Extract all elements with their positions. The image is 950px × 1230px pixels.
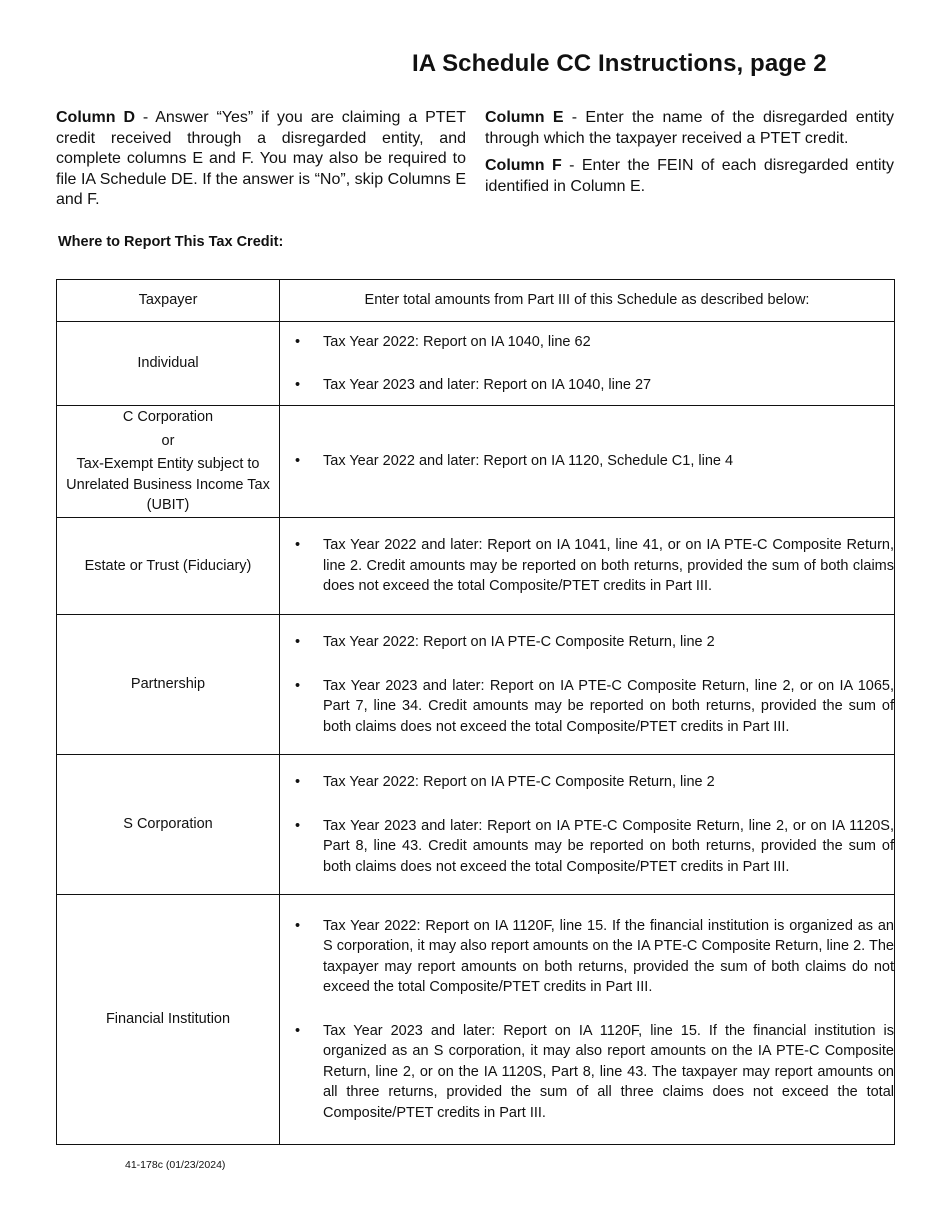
intro-left-column bbox=[56, 108, 466, 218]
header-taxpayer: Taxpayer bbox=[57, 280, 280, 322]
instructions-cell bbox=[280, 322, 895, 406]
instructions-cell bbox=[280, 406, 895, 518]
instruction-item: • Tax Year 2022: Report on IA PTE-C Composite Return, line 2 bbox=[280, 632, 894, 653]
taxpayer-label: Tax-Exempt Entity subject to Unrelated Business Income Tax (UBIT) bbox=[66, 456, 270, 514]
instructions-cell bbox=[280, 895, 895, 1145]
instructions-cell bbox=[280, 518, 895, 615]
taxpayer-cell bbox=[57, 895, 280, 1145]
taxpayer-label: C Corporation bbox=[122, 409, 214, 426]
taxpayer-cell bbox=[57, 406, 280, 518]
table-row-individual bbox=[57, 322, 895, 406]
taxpayer-label: S Corporation bbox=[123, 816, 213, 833]
column-f-text: - Enter the FEIN of each disregarded entity identified in Column E. bbox=[485, 157, 895, 195]
column-f-paragraph bbox=[485, 156, 894, 197]
table-row-partnership bbox=[57, 615, 895, 755]
instruction-item: • Tax Year 2023 and later: Report on IA 1120F, line 15. If the financial institution is organized as an S corporation, it may also report amounts on the IA PTE-C Composite Return, line 2, or on the IA 1120S, Part 8, line 43. The taxpayer may report amounts on all three returns, provided the sum of all three claims does not exceed the total Composite/PTET credits in Part III. bbox=[280, 1021, 894, 1124]
column-e-text: - Enter the name of the disregarded entity through which the taxpayer received a PTET credit. bbox=[485, 109, 894, 147]
instruction-item: • Tax Year 2022 and later: Report on IA 1041, line 41, or on IA PTE-C Composite Return, line 2. Credit amounts may be reported on both returns, provided the sum of both claims does not exceed the total Composite/PTET credits in Part III. bbox=[280, 535, 894, 597]
taxpayer-label: Financial Institution bbox=[105, 1011, 231, 1028]
table-row-s-corporation bbox=[57, 755, 895, 895]
report-heading: Where to Report This Tax Credit: bbox=[58, 234, 284, 250]
report-table bbox=[56, 279, 895, 1145]
column-e-paragraph bbox=[485, 108, 894, 149]
column-e-label: Column E bbox=[485, 109, 564, 126]
instruction-item: • Tax Year 2022 and later: Report on IA 1120, Schedule C1, line 4 bbox=[280, 451, 894, 472]
column-d-text: - Answer “Yes” if you are claiming a PTET credit received through a disregarded entity, and complete columns E and F. You may also be required to file IA Schedule DE. If the answer is “No”, skip Columns E and F. bbox=[56, 109, 466, 208]
table-header-row bbox=[57, 280, 895, 322]
taxpayer-label: or bbox=[161, 432, 175, 449]
table-row-c-corporation bbox=[57, 406, 895, 518]
taxpayer-label: Individual bbox=[137, 355, 199, 372]
taxpayer-label: Partnership bbox=[130, 676, 206, 693]
taxpayer-cell bbox=[57, 615, 280, 755]
instruction-item: • Tax Year 2023 and later: Report on IA PTE-C Composite Return, line 2, or on IA 1065, Part 7, line 34. Credit amounts may be reported on both returns, provided the sum of both claims does not exceed the total Composite/PTET credits in Part III. bbox=[280, 676, 894, 738]
instructions-cell bbox=[280, 615, 895, 755]
table-row-estate-or-trust bbox=[57, 518, 895, 615]
form-number-footer: 41-178c (01/23/2024) bbox=[125, 1159, 226, 1171]
taxpayer-cell bbox=[57, 755, 280, 895]
header-instructions: Enter total amounts from Part III of this Schedule as described below: bbox=[280, 280, 895, 322]
instructions-cell bbox=[280, 755, 895, 895]
page-title: IA Schedule CC Instructions, page 2 bbox=[412, 50, 827, 77]
instruction-item: • Tax Year 2023 and later: Report on IA PTE-C Composite Return, line 2, or on IA 1120S, Part 8, line 43. Credit amounts may be reported on both returns, provided the sum of both claims does not exceed the total Composite/PTET credits in Part III. bbox=[280, 816, 894, 878]
column-f-label: Column F bbox=[485, 157, 562, 174]
table-row-financial-institution bbox=[57, 895, 895, 1145]
instruction-item: • Tax Year 2022: Report on IA 1040, line 62 bbox=[280, 332, 894, 353]
instruction-item: • Tax Year 2022: Report on IA PTE-C Composite Return, line 2 bbox=[280, 772, 894, 793]
taxpayer-cell bbox=[57, 518, 280, 615]
column-d-label: Column D bbox=[56, 109, 135, 126]
instruction-item: • Tax Year 2023 and later: Report on IA 1040, line 27 bbox=[280, 375, 894, 396]
taxpayer-cell bbox=[57, 322, 280, 406]
instruction-item: • Tax Year 2022: Report on IA 1120F, line 15. If the financial institution is organized as an S corporation, it may also report amounts on the IA PTE-C Composite Return, line 2. The taxpayer may report amounts on both returns, provided the sum of both claims do not exceed the total Composite/PTET credits in Part III. bbox=[280, 916, 894, 998]
taxpayer-label: Estate or Trust (Fiduciary) bbox=[84, 557, 252, 574]
intro-right-column bbox=[485, 108, 894, 204]
column-d-paragraph bbox=[56, 108, 466, 211]
